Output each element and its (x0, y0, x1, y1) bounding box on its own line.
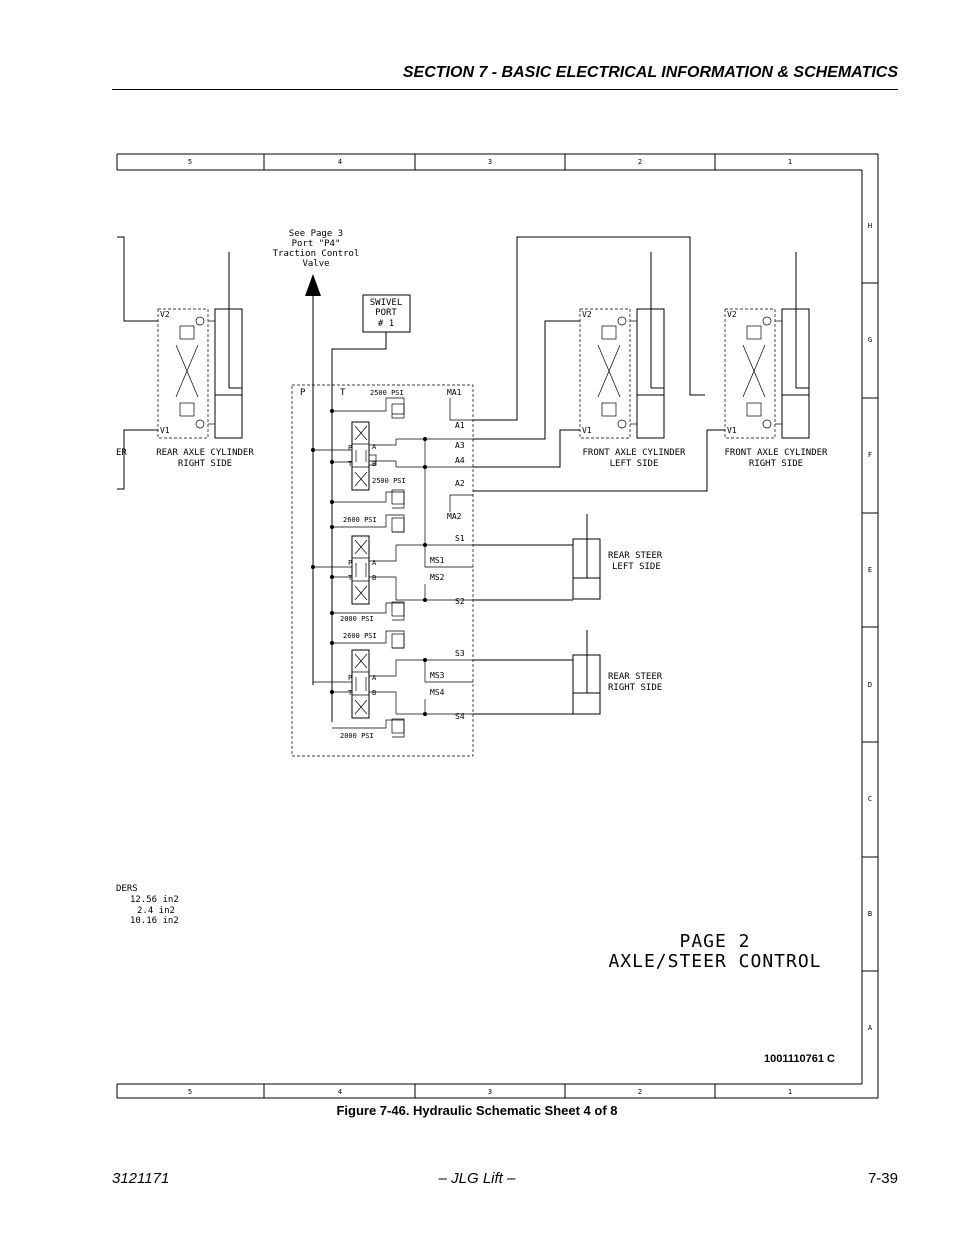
svg-text:MA1: MA1 (447, 388, 462, 397)
svg-text:V2: V2 (727, 310, 737, 319)
svg-text:A1: A1 (455, 421, 465, 430)
svg-text:P: P (348, 559, 353, 567)
svg-text:V1: V1 (160, 426, 170, 435)
svg-text:REAR AXLE CYLINDER: REAR AXLE CYLINDER (156, 448, 254, 458)
doc-number: 3121171 (112, 1170, 170, 1187)
svg-text:2000 PSI: 2000 PSI (340, 732, 374, 740)
svg-text:P: P (300, 388, 306, 398)
svg-text:A2: A2 (455, 479, 465, 488)
svg-text:10.16 in2: 10.16 in2 (130, 916, 179, 926)
svg-text:V2: V2 (160, 310, 170, 319)
svg-text:T: T (340, 388, 346, 398)
svg-text:2600 PSI: 2600 PSI (343, 632, 377, 640)
row-label: D (867, 681, 873, 689)
svg-text:DERS: DERS (116, 884, 138, 894)
svg-text:PORT: PORT (375, 308, 397, 318)
svg-text:B: B (372, 574, 377, 582)
column-label: 2 (637, 1088, 643, 1096)
column-label: 4 (337, 158, 343, 166)
svg-text:T: T (348, 574, 353, 582)
svg-text:FRONT AXLE CYLINDER: FRONT AXLE CYLINDER (582, 448, 686, 458)
svg-text:FRONT AXLE CYLINDER: FRONT AXLE CYLINDER (724, 448, 828, 458)
rear-axle-cylinder-right (156, 252, 254, 469)
svg-text:12.56 in2: 12.56 in2 (130, 895, 179, 905)
svg-text:A: A (372, 443, 377, 451)
svg-text:S3: S3 (455, 649, 465, 658)
svg-text:# 1: # 1 (377, 319, 395, 329)
svg-text:Valve: Valve (302, 259, 330, 269)
svg-text:P: P (348, 444, 353, 452)
svg-text:S1: S1 (455, 534, 465, 543)
svg-text:LEFT SIDE: LEFT SIDE (609, 459, 659, 469)
svg-text:S2: S2 (455, 597, 465, 606)
svg-text:SWIVEL: SWIVEL (369, 298, 403, 308)
svg-text:MS3: MS3 (430, 671, 445, 680)
row-label: A (867, 1024, 873, 1032)
svg-text:S4: S4 (455, 712, 465, 721)
svg-text:MS1: MS1 (430, 556, 445, 565)
svg-text:MS4: MS4 (430, 688, 445, 697)
svg-text:RIGHT SIDE: RIGHT SIDE (177, 459, 233, 469)
svg-text:V1: V1 (582, 426, 592, 435)
svg-text:A4: A4 (455, 456, 465, 465)
svg-text:P: P (348, 674, 353, 682)
svg-text:T: T (348, 460, 353, 468)
svg-text:2000 PSI: 2000 PSI (340, 615, 374, 623)
row-label: C (867, 795, 873, 803)
column-label: 2 (637, 158, 643, 166)
cut-off-label: ER (116, 448, 127, 458)
drawing-number: 1001110761 C (764, 1053, 835, 1065)
column-label: 3 (487, 158, 493, 166)
svg-text:V1: V1 (727, 426, 737, 435)
svg-text:REAR STEER: REAR STEER (608, 672, 663, 682)
svg-text:A: A (372, 559, 377, 567)
arrow-up-icon (305, 274, 321, 296)
cylinder-table (116, 884, 179, 926)
column-label: 5 (187, 1088, 193, 1096)
svg-text:2500 PSI: 2500 PSI (372, 477, 406, 485)
publisher: – JLG Lift – (438, 1170, 516, 1187)
section-title: SECTION 7 - BASIC ELECTRICAL INFORMATION & SCHEMATICS (402, 64, 898, 81)
svg-text:2.4 in2: 2.4 in2 (137, 906, 175, 916)
rear-steer-cylinder-left (573, 514, 663, 599)
column-label: 4 (337, 1088, 343, 1096)
svg-text:MS2: MS2 (430, 573, 445, 582)
column-label: 1 (787, 158, 793, 166)
row-label: H (867, 222, 873, 230)
svg-text:MA2: MA2 (447, 512, 462, 521)
pipe-lines (117, 237, 725, 714)
row-label: E (867, 566, 873, 574)
svg-text:REAR STEER: REAR STEER (608, 551, 663, 561)
column-label: 5 (187, 158, 193, 166)
figure-caption: Figure 7-46. Hydraulic Schematic Sheet 4 of 8 (336, 1103, 618, 1118)
page-title: PAGE 2 (679, 931, 751, 952)
svg-text:T: T (348, 689, 353, 697)
svg-text:A3: A3 (455, 441, 465, 450)
page-number: 7-39 (867, 1170, 898, 1187)
svg-text:LEFT SIDE: LEFT SIDE (612, 562, 661, 572)
page-subtitle: AXLE/STEER CONTROL (608, 951, 822, 972)
svg-text:Traction Control: Traction Control (272, 249, 360, 259)
svg-text:RIGHT SIDE: RIGHT SIDE (748, 459, 804, 469)
svg-text:2600 PSI: 2600 PSI (343, 516, 377, 524)
svg-text:A: A (372, 674, 377, 682)
row-label: F (867, 451, 873, 459)
front-axle-cylinder-right (725, 252, 829, 469)
manifold-block (292, 385, 473, 756)
column-label: 3 (487, 1088, 493, 1096)
column-label: 1 (787, 1088, 793, 1096)
svg-text:B: B (372, 689, 377, 697)
swivel-port-box (332, 295, 410, 722)
row-label: G (867, 336, 873, 344)
svg-text:See Page 3: See Page 3 (288, 229, 344, 239)
rear-steer-cylinder-right (573, 630, 663, 714)
svg-text:V2: V2 (582, 310, 592, 319)
row-label: B (867, 910, 873, 918)
svg-text:RIGHT SIDE: RIGHT SIDE (608, 683, 663, 693)
svg-text:Port "P4": Port "P4" (291, 239, 341, 249)
svg-text:2500 PSI: 2500 PSI (370, 389, 404, 397)
svg-text:B: B (372, 460, 377, 468)
front-axle-cylinder-left (580, 252, 686, 469)
